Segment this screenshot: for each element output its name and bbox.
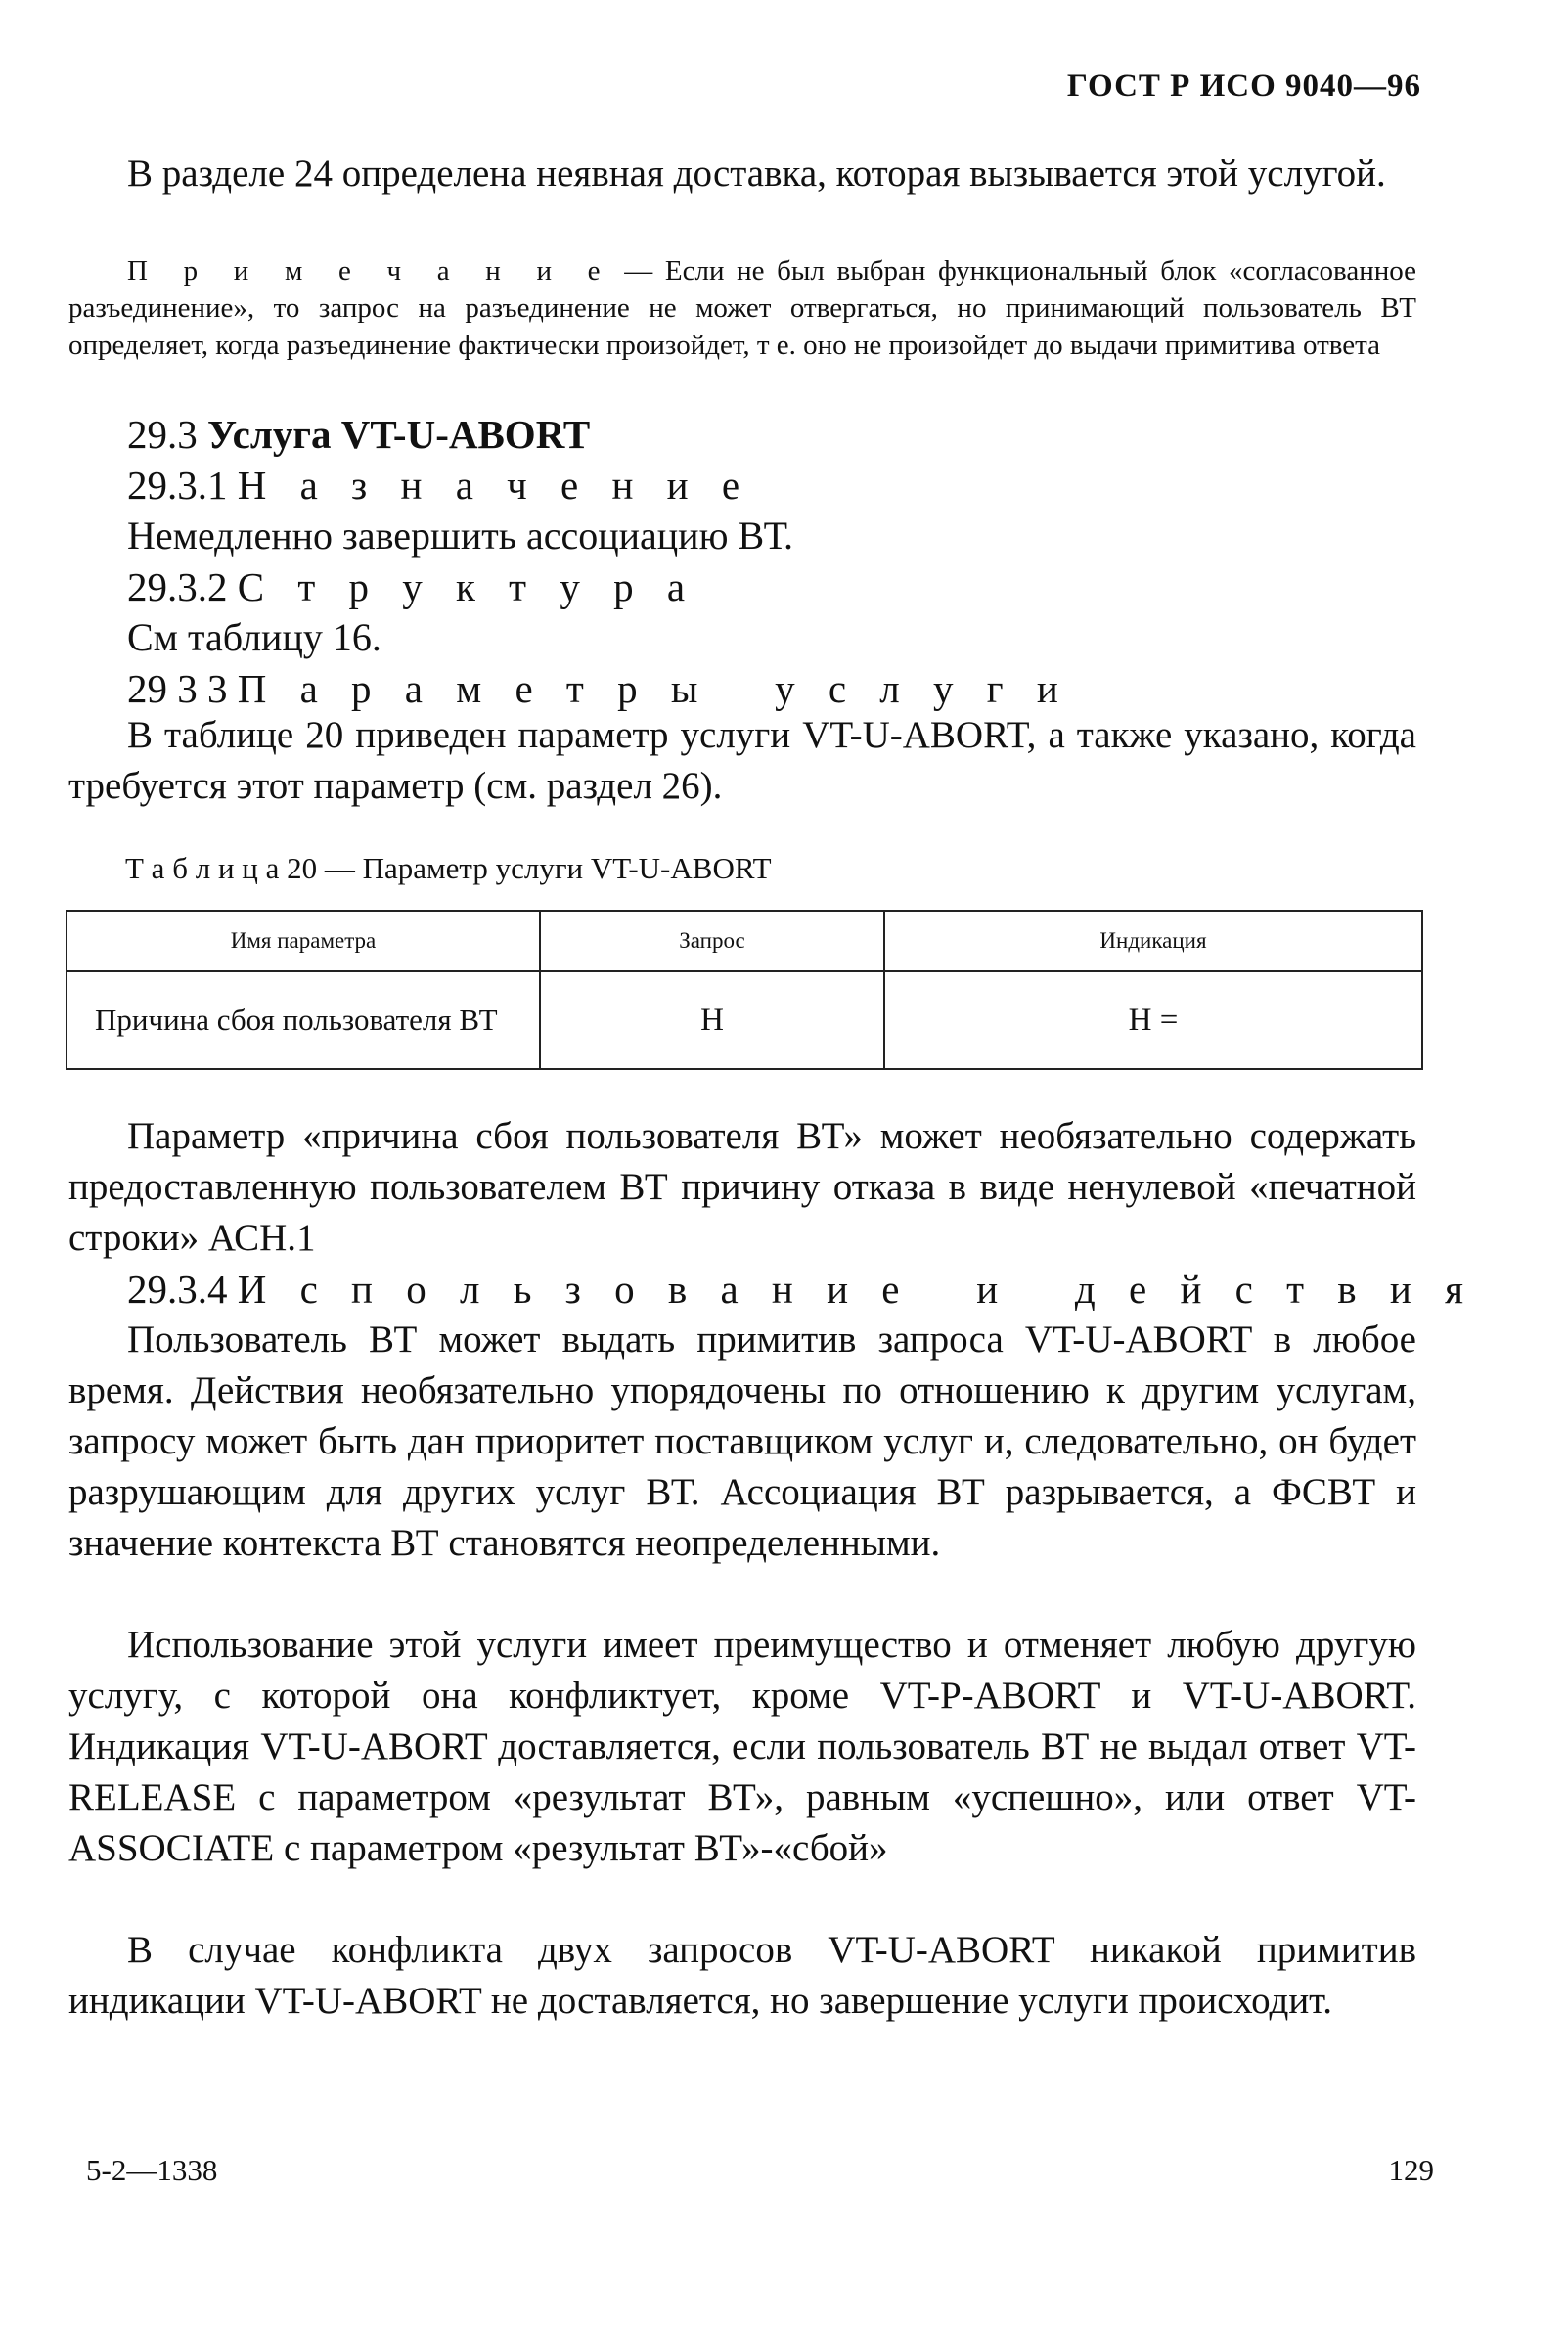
table-header-row	[67, 911, 1422, 971]
table-caption: Т а б л и ц а 20 — Параметр услуги VT-U-ABORT	[125, 851, 772, 885]
subsection-title: Н а з н а ч е н и е	[237, 463, 752, 508]
section-title: Услуга VT-U-ABORT	[207, 412, 591, 457]
footer-print-code: 5-2—1338	[86, 2153, 218, 2187]
subsection-number: 29 3 3	[127, 666, 228, 711]
column-header: Запрос	[540, 911, 884, 971]
note-paragraph	[68, 252, 1416, 364]
usage-paragraph-1: Пользователь ВТ может выдать примитив запроса VT-U-ABORT в любое время. Действия необязательно упорядочены по отношению к другим услугам, запросу может быть дан приоритет поставщиком услуг и, следовательно, он будет разрушающим для других услуг ВТ. Ассоциация ВТ разрывается, а ФСВТ и значение контекста ВТ становятся неопределенными.	[68, 1319, 1416, 1564]
subsection-title: И с п о л ь з о в а н и е и д е й с т в и я	[237, 1267, 1475, 1312]
subsection-number: 29.3.2	[127, 564, 228, 609]
structure-text: См таблицу 16.	[127, 615, 381, 659]
table-row	[67, 971, 1422, 1069]
purpose-text: Немедленно завершить ассоциацию ВТ.	[127, 514, 794, 558]
subsection-heading-usage	[127, 1264, 1475, 1315]
parameters-paragraph: В таблице 20 приведен параметр услуги VT-U-ABORT, а также указано, когда требуется этот параметр (см. раздел 26).	[68, 714, 1416, 807]
subsection-number: 29.3.1	[127, 463, 228, 508]
page-number: 129	[1388, 2153, 1434, 2187]
subsection-number: 29.3.4	[127, 1267, 228, 1312]
section-heading	[127, 409, 590, 460]
table-cell: Н =	[884, 971, 1422, 1069]
subsection-title: С т р у к т у р а	[237, 564, 697, 609]
table-cell: Н	[540, 971, 884, 1069]
column-header: Индикация	[884, 911, 1422, 971]
subsection-heading-parameters	[127, 663, 1070, 714]
subsection-title: П а р а м е т р ы у с л у г и	[237, 666, 1070, 711]
table-cell: Причина сбоя пользователя ВТ	[67, 971, 540, 1069]
section-number: 29.3	[127, 412, 198, 457]
note-text: — Если не был выбран функциональный блок «согласованное разъединение», то запрос на разъединение не может отвергаться, но принимающий пользователь ВТ определяет, когда разъединение фактически произойдет, т е. оно не произойдет до выдачи примитива ответа	[68, 255, 1417, 361]
usage-paragraph-3: В случае конфликта двух запросов VT-U-ABORT никакой примитив индикации VT-U-ABORT не доставляется, но завершение услуги происходит.	[68, 1929, 1416, 2022]
note-label: П р и м е ч а н и е	[127, 255, 612, 287]
subsection-heading-purpose	[127, 460, 751, 511]
parameter-table	[66, 910, 1423, 1070]
usage-paragraph-2: Использование этой услуги имеет преимущество и отменяет любую другую услугу, с которой она конфликтует, кроме VT-P-ABORT и VT-U-ABORT. Индикация VT-U-ABORT доставляется, если пользователь ВТ не выдал ответ VT-RELEASE с параметром «результат ВТ», равным «успешно», или ответ VT-ASSOCIATE с параметром «результат ВТ»-«сбой»	[68, 1624, 1416, 1869]
subsection-heading-structure	[127, 561, 696, 612]
column-header: Имя параметра	[67, 911, 540, 971]
document-header: ГОСТ Р ИСО 9040—96	[1066, 68, 1421, 104]
intro-paragraph: В разделе 24 определена неявная доставка, которая вызывается этой услугой.	[127, 153, 1386, 195]
after-table-paragraph: Параметр «причина сбоя пользователя ВТ» может необязательно содержать предоставленную пользователем ВТ причину отказа в виде ненулевой «печатной строки» АСН.1	[68, 1115, 1416, 1259]
